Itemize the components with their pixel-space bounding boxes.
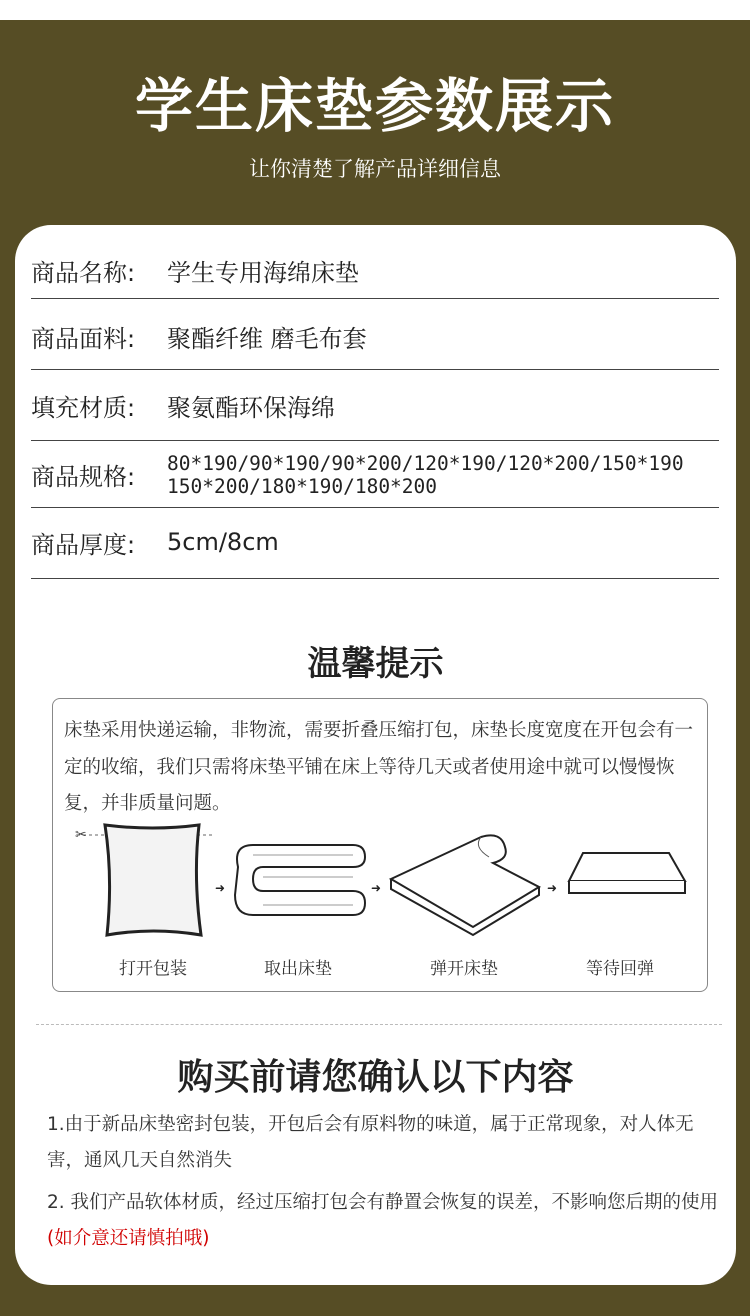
confirm-note-1: 1.由于新品床垫密封包装，开包后会有原料物的味道，属于正常现象，对人体无害，通风几天自然消失 xyxy=(47,1114,694,1171)
folded-mattress-icon xyxy=(235,845,365,915)
tips-title: 温馨提示 xyxy=(307,644,444,684)
dashed-divider xyxy=(36,1024,722,1025)
arrow-icon: ➜ xyxy=(547,881,558,895)
spec-row-fabric xyxy=(31,299,719,370)
spec-value-line1: 80*190/90*190/90*200/120*190/120*200/150*190 xyxy=(167,452,684,475)
step-caption: 弹开床垫 xyxy=(430,959,498,979)
spec-row-filling xyxy=(31,370,719,441)
unrolling-mattress-icon xyxy=(391,835,539,935)
top-strip xyxy=(0,0,750,20)
page-subtitle: 让你清楚了解产品详细信息 xyxy=(249,157,501,181)
spec-row-thickness xyxy=(31,508,719,579)
tips-text: 床垫采用快递运输，非物流，需要折叠压缩打包，床垫长度宽度在开包会有一定的收缩，我们只需将床垫平铺在床上等待几天或者使用途中就可以慢慢恢复，并非质量问题。 xyxy=(64,720,694,814)
spec-value: 聚氨酯环保海绵 xyxy=(167,394,335,422)
step-caption: 取出床垫 xyxy=(264,959,332,979)
confirm-note-2-text: 2. 我们产品软体材质，经过压缩打包会有静置会恢复的误差，不影响您后期的使用 xyxy=(47,1192,719,1213)
spec-value: 聚酯纤维 磨毛布套 xyxy=(167,325,367,353)
spec-row-name xyxy=(31,239,719,299)
spec-label: 商品厚度: xyxy=(31,531,136,559)
step-caption: 打开包装 xyxy=(119,959,187,979)
spec-label: 填充材质: xyxy=(31,394,136,422)
spec-value: 学生专用海绵床垫 xyxy=(167,259,359,287)
open-package-icon xyxy=(75,825,213,935)
page-title: 学生床垫参数展示 xyxy=(134,72,615,140)
tips-box xyxy=(52,698,708,992)
content-card xyxy=(15,225,736,1285)
step-caption: 等待回弹 xyxy=(586,959,654,979)
spec-label: 商品规格: xyxy=(31,463,136,491)
spec-label: 商品名称: xyxy=(31,259,136,287)
spec-value-line2: 150*200/180*190/180*200 xyxy=(167,475,438,498)
spec-label: 商品面料: xyxy=(31,325,136,353)
confirm-title: 购买前请您确认以下内容 xyxy=(177,1057,574,1098)
arrow-icon: ➜ xyxy=(371,881,382,895)
arrow-icon: ➜ xyxy=(215,881,226,895)
spec-value: 5cm/8cm xyxy=(167,528,279,556)
svg-text:✂: ✂ xyxy=(75,827,87,843)
spec-row-size xyxy=(31,441,719,508)
flat-mattress-icon xyxy=(569,853,685,893)
confirm-note-2-warning: (如介意还请慎拍哦) xyxy=(47,1228,210,1249)
step-illustrations xyxy=(53,817,707,937)
confirm-note-2 xyxy=(47,1185,727,1257)
